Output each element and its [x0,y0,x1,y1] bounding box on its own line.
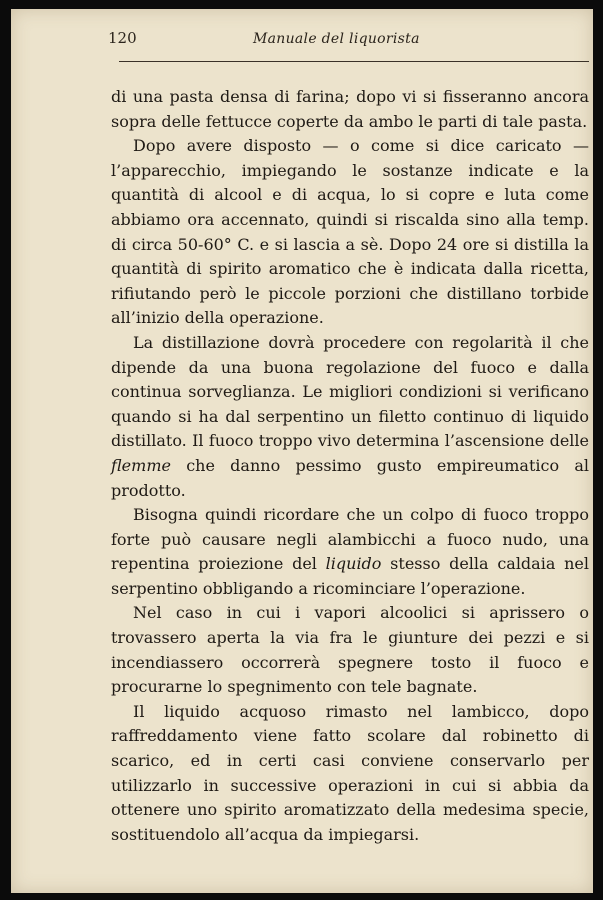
paragraph-text: che danno pessimo gusto empireumatico al prodotto. [111,455,589,500]
page-number: 120 [108,29,137,47]
italic-term: liquido [325,554,382,574]
book-page [11,9,593,893]
body-text [111,85,589,847]
paragraph-continued [111,85,589,134]
paragraph-text: Nel caso in cui i vapori alcoolici si aprissero o trovassero aperta la via fra le giunture dei pezzi e si incendiassero occorrerà spegnere tosto il fuoco e procurarne lo spegnimento con tele bagnate. [111,603,589,697]
paragraph [111,700,589,848]
paragraph-text: Bisogna quindi ricordare che un colpo di fuoco troppo forte può causare negli alambicchi a fuoco nudo, una repentina proiezione del [111,505,589,574]
paragraph [111,601,589,699]
paragraph [111,503,589,601]
running-title: Manuale del liquorista [253,31,420,47]
paragraph [111,331,589,503]
italic-term: flemme [111,455,171,475]
running-head [108,29,588,51]
paragraph-text: Dopo avere disposto — o come si dice caricato — l’apparecchio, impiegando le sostanze indicate e la quantità di alcool e di acqua, lo si copre e luta come abbiamo ora accennato, quindi si riscalda sino alla temp. di circa 50-60° C. e si lascia a sè. Dopo 24 ore si distilla la quantità di spirito aromatico che è indicata dalla ricetta, rifiutando però le piccole porzioni che distillano torbide all’inizio della operazione. [111,136,589,328]
header-rule [119,61,589,62]
paragraph-text: La distillazione dovrà procedere con regolarità il che dipende da una buona regolazione del fuoco e dalla continua sorveglianza. Le migliori condizioni si verificano quando si ha dal serpentino un filetto continuo di liquido distillato. Il fuoco troppo vivo determina l’ascensione delle [111,332,589,451]
paragraph [111,134,589,331]
paragraph-text: stesso della caldaia nel serpentino obbligando a ricominciare l’operazione. [111,554,590,598]
paragraph-text: di una pasta densa di farina; dopo vi si fisseranno ancora sopra delle fettucce coperte da ambo le parti di tale pasta. [111,87,589,131]
paragraph-text: Il liquido acquoso rimasto nel lambicco, dopo raffreddamento viene fatto scolare dal robinetto di scarico, ed in certi casi conviene conservarlo per utilizzarlo in successive operazioni in cui si abbia da ottenere uno spirito aromatizzato della medesima specie, sostituendolo all’acqua da impiegarsi. [111,701,589,844]
